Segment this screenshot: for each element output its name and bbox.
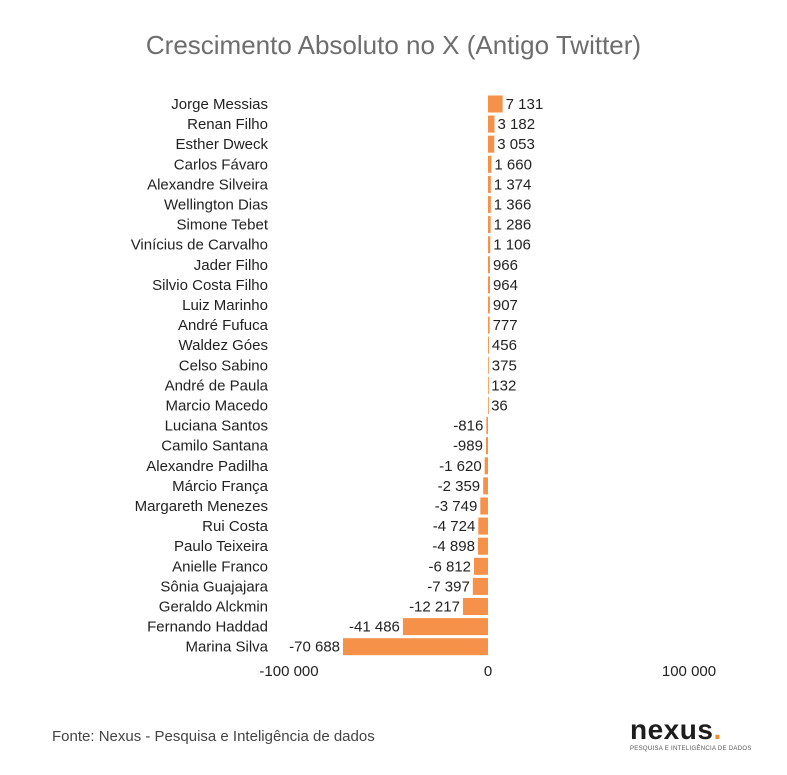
data-label: -70 688 xyxy=(289,638,340,656)
category-label: Vinícius de Carvalho xyxy=(130,236,268,254)
category-label: André de Paula xyxy=(164,377,268,395)
data-label: 456 xyxy=(491,337,517,355)
data-label: -1 620 xyxy=(439,457,482,475)
logo-wordmark xyxy=(630,716,770,744)
category-label: Márcio França xyxy=(172,477,268,495)
category-label: Marcio Macedo xyxy=(165,397,268,415)
bar xyxy=(488,236,490,253)
x-tick-label: 0 xyxy=(483,663,493,680)
category-label: Rui Costa xyxy=(202,518,268,536)
bar xyxy=(488,317,490,334)
category-label: Margareth Menezes xyxy=(134,498,268,515)
data-label: -41 486 xyxy=(349,618,400,636)
data-label: 966 xyxy=(492,256,519,274)
category-label: Anielle Franco xyxy=(172,558,268,576)
chart-title: Crescimento Absoluto no X (Antigo Twitter) xyxy=(145,30,642,60)
bar xyxy=(463,598,488,615)
bar xyxy=(478,518,488,535)
category-label: Fernando Haddad xyxy=(147,618,268,636)
data-label: -2 359 xyxy=(437,477,481,495)
bar xyxy=(488,357,489,374)
data-label: -7 397 xyxy=(427,578,470,596)
category-label: André Fufuca xyxy=(177,317,268,335)
data-label: 7 131 xyxy=(505,96,544,113)
bar xyxy=(483,477,488,494)
category-label: Celso Sabino xyxy=(178,357,268,375)
category-label: Jader Filho xyxy=(193,256,268,274)
bar xyxy=(485,457,488,474)
data-label: 1 106 xyxy=(493,236,531,254)
bar xyxy=(488,377,489,394)
data-label: -816 xyxy=(453,417,484,435)
data-label: 3 182 xyxy=(497,116,536,134)
bar xyxy=(488,276,490,293)
data-label: 777 xyxy=(492,317,518,335)
bar xyxy=(488,216,491,233)
data-label: -3 749 xyxy=(434,498,478,515)
x-tick-label: 100 000 xyxy=(661,663,717,680)
category-label: Luciana Santos xyxy=(164,417,268,435)
bar xyxy=(486,437,488,454)
x-tick-label: -100 000 xyxy=(259,663,319,680)
bar xyxy=(488,196,491,213)
data-label: 907 xyxy=(492,297,518,314)
bar xyxy=(488,116,495,133)
bar xyxy=(488,176,491,193)
category-label: Paulo Teixeira xyxy=(174,538,268,556)
bar xyxy=(478,538,488,555)
bar xyxy=(474,558,488,575)
category-label: Silvio Costa Filho xyxy=(152,276,268,294)
category-label: Marina Silva xyxy=(185,638,268,656)
bar xyxy=(403,618,488,635)
category-label: Esther Dweck xyxy=(175,136,268,154)
category-label: Alexandre Padilha xyxy=(146,457,268,475)
data-label: 1 286 xyxy=(493,216,532,234)
source-note: Fonte: Nexus - Pesquisa e Inteligência de dados xyxy=(52,728,375,745)
data-label: 132 xyxy=(491,377,517,395)
data-label: -4 898 xyxy=(432,538,475,556)
data-label: -12 217 xyxy=(409,598,460,616)
bar xyxy=(488,156,491,173)
category-label: Geraldo Alckmin xyxy=(158,598,268,616)
data-label: 36 xyxy=(491,397,508,415)
bar xyxy=(486,417,488,434)
bar xyxy=(488,136,494,153)
bar xyxy=(488,96,503,113)
logo-dot: . xyxy=(713,714,722,745)
data-label: -6 812 xyxy=(428,558,472,576)
bar xyxy=(488,297,490,314)
bar xyxy=(488,397,489,414)
data-label: 1 660 xyxy=(494,156,532,174)
bar xyxy=(480,498,488,515)
logo-word: nexus xyxy=(630,714,714,745)
bar xyxy=(473,578,488,595)
category-label: Simone Tebet xyxy=(176,216,268,234)
data-label: 1 366 xyxy=(493,196,532,214)
data-label: -989 xyxy=(452,437,483,455)
category-label: Luiz Marinho xyxy=(182,297,268,314)
data-label: 375 xyxy=(491,357,517,375)
category-label: Renan Filho xyxy=(187,116,268,134)
category-label: Waldez Góes xyxy=(178,337,268,355)
data-label: -4 724 xyxy=(432,518,476,536)
data-label: 964 xyxy=(492,276,519,294)
category-label: Carlos Fávaro xyxy=(173,156,268,174)
category-label: Camilo Santana xyxy=(161,437,268,455)
category-label: Sônia Guajajara xyxy=(160,578,268,596)
category-label: Wellington Dias xyxy=(164,196,268,214)
bar xyxy=(488,256,490,273)
logo-tagline: PESQUISA E INTELIGÊNCIA DE DADOS xyxy=(630,746,752,752)
bar xyxy=(488,337,489,354)
category-label: Alexandre Silveira xyxy=(147,176,268,194)
data-label: 1 374 xyxy=(493,176,532,194)
bar xyxy=(343,638,488,655)
nexus-logo xyxy=(630,716,770,752)
category-label: Jorge Messias xyxy=(171,96,268,113)
data-label: 3 053 xyxy=(497,136,535,154)
